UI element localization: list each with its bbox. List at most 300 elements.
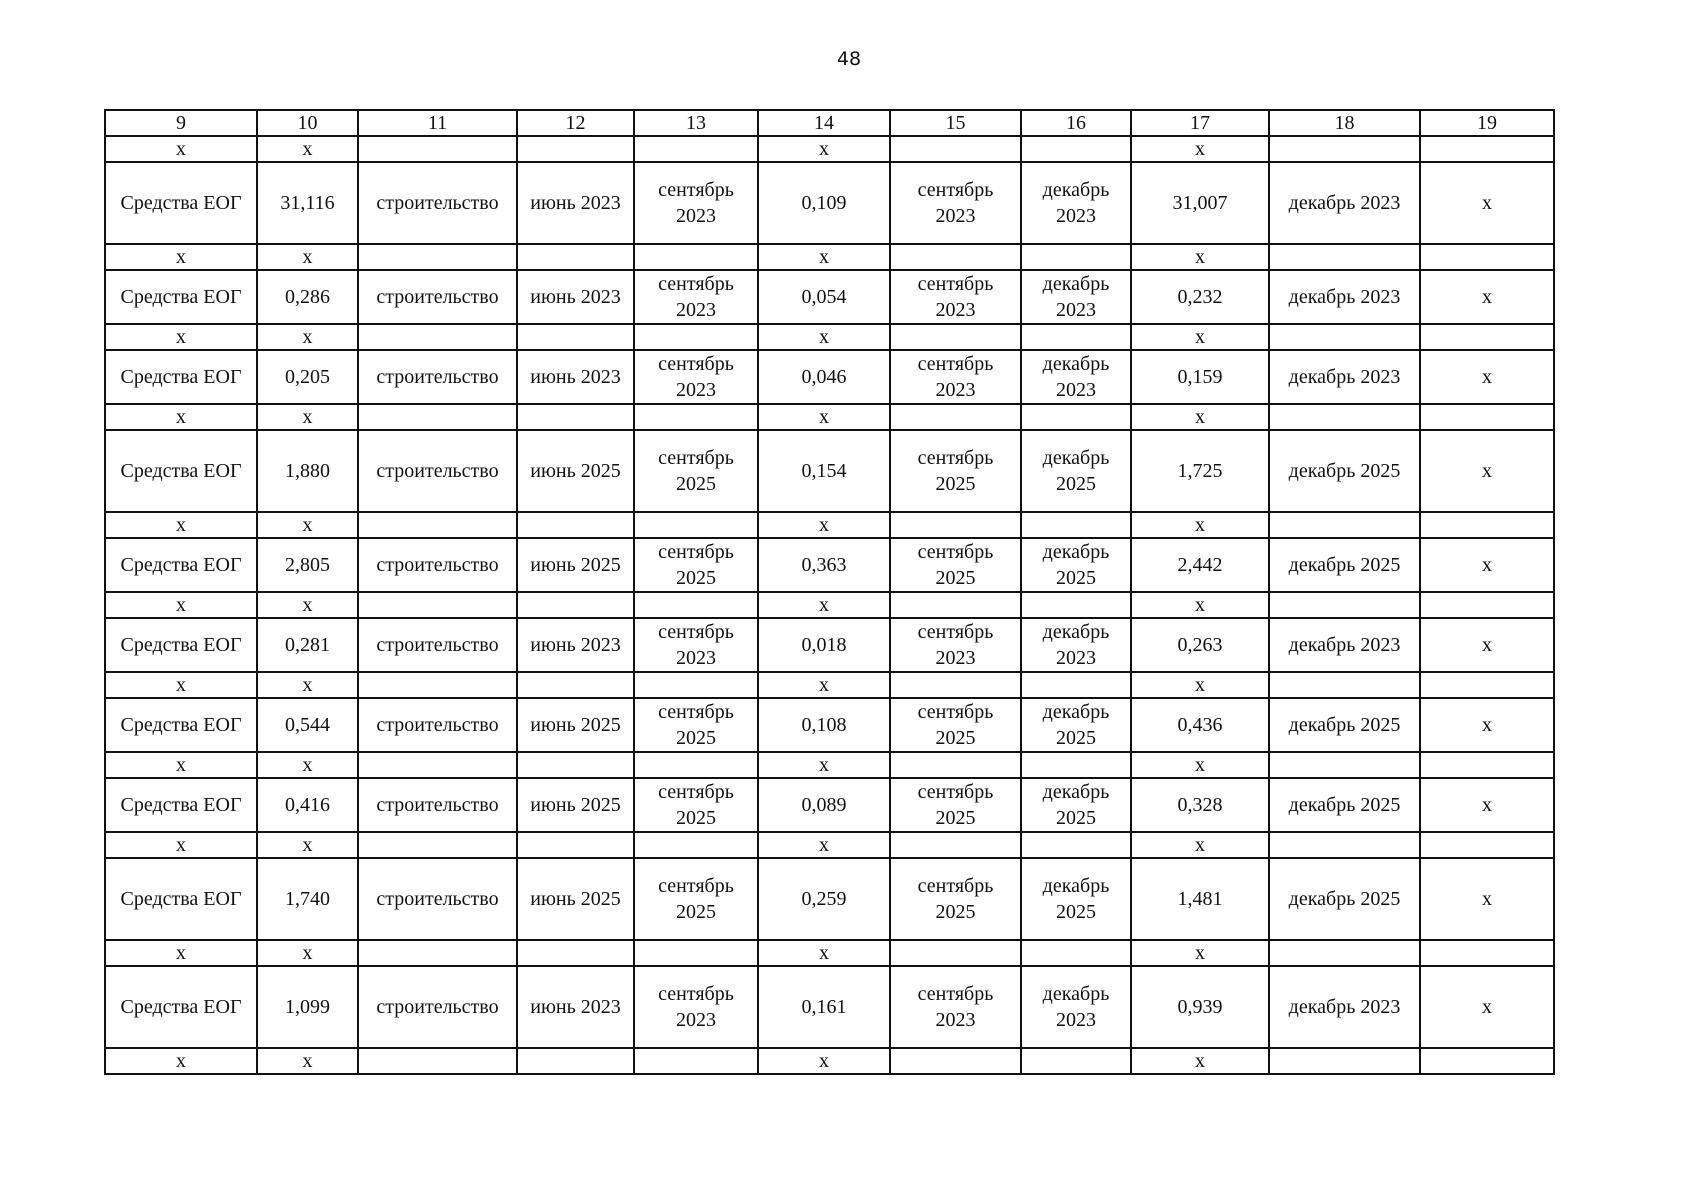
cell-col-19: х [1420,350,1554,404]
cell-start-date [517,404,634,430]
cell-date-16 [1021,940,1131,966]
cell-planned-date [634,618,758,672]
cell-source: Средства ЕОГ [105,858,257,940]
cell-end-date [1269,1048,1420,1074]
column-number-19: 19 [1420,110,1554,136]
cell-work-type: строительство [358,966,517,1048]
table-row [105,698,1554,752]
cell-source: x [105,752,257,778]
table-row-x-marker [105,512,1554,538]
cell-start-date: июнь 2025 [517,538,634,592]
cell-value-14: x [758,832,890,858]
cell-start-date: июнь 2025 [517,858,634,940]
cell-planned-date [634,1048,758,1074]
cell-amount: x [257,1048,358,1074]
cell-date-16 [1021,618,1131,672]
cell-source: x [105,672,257,698]
cell-date-15 [890,404,1021,430]
cell-end-date [1269,592,1420,618]
cell-line: 2025 [1056,727,1096,749]
cell-line: 2023 [676,205,716,227]
cell-line: сентябрь [658,179,734,201]
cell-date-15 [890,858,1021,940]
cell-amount: x [257,940,358,966]
cell-amount: 0,281 [257,618,358,672]
cell-line: 2023 [935,647,976,669]
cell-date-15 [890,698,1021,752]
cell-col-19 [1420,592,1554,618]
cell-value-14: x [758,404,890,430]
cell-line: сентябрь [658,701,734,723]
cell-value-14: 0,154 [758,430,890,512]
table-row-x-marker [105,1048,1554,1074]
cell-value-17: x [1131,1048,1269,1074]
table-row-x-marker [105,672,1554,698]
cell-source: Средства ЕОГ [105,618,257,672]
cell-line: сентябрь [917,621,994,643]
cell-amount: x [257,244,358,270]
cell-line: 2023 [935,1009,976,1031]
cell-value-17: x [1131,940,1269,966]
cell-value-14: 0,363 [758,538,890,592]
cell-col-19 [1420,672,1554,698]
cell-col-19: х [1420,270,1554,324]
table-row [105,858,1554,940]
cell-line: 2025 [676,567,716,589]
cell-amount: 1,880 [257,430,358,512]
cell-source: x [105,940,257,966]
cell-date-16 [1021,592,1131,618]
cell-col-19 [1420,940,1554,966]
cell-planned-date [634,430,758,512]
cell-value-14: x [758,512,890,538]
cell-value-17: 0,939 [1131,966,1269,1048]
cell-planned-date [634,966,758,1048]
cell-value-17: 0,328 [1131,778,1269,832]
cell-line: 2025 [935,901,976,923]
column-number-10: 10 [257,110,358,136]
cell-value-14: x [758,592,890,618]
cell-work-type: строительство [358,778,517,832]
cell-date-16 [1021,752,1131,778]
cell-end-date: декабрь 2023 [1269,966,1420,1048]
cell-col-19 [1420,752,1554,778]
cell-line: сентябрь [917,701,994,723]
cell-line: сентябрь [658,447,734,469]
column-number-12: 12 [517,110,634,136]
cell-value-17: x [1131,672,1269,698]
cell-date-15 [890,430,1021,512]
cell-end-date [1269,404,1420,430]
cell-line: сентябрь [658,875,734,897]
table-header-row [105,110,1554,136]
table-row [105,778,1554,832]
table-row-x-marker [105,136,1554,162]
cell-work-type [358,136,517,162]
cell-planned-date [634,592,758,618]
cell-line: декабрь [1042,179,1110,201]
cell-line: декабрь [1042,781,1110,803]
cell-end-date: декабрь 2023 [1269,350,1420,404]
cell-end-date [1269,512,1420,538]
cell-date-16 [1021,672,1131,698]
cell-planned-date [634,538,758,592]
cell-line: сентябрь [917,179,994,201]
cell-value-14: 0,046 [758,350,890,404]
cell-line: сентябрь [917,447,994,469]
page-number: 48 [836,48,862,70]
cell-source: x [105,592,257,618]
cell-work-type [358,512,517,538]
cell-amount: 1,099 [257,966,358,1048]
cell-source: x [105,324,257,350]
cell-line: сентябрь [658,621,734,643]
cell-value-17: 1,481 [1131,858,1269,940]
cell-value-17: x [1131,244,1269,270]
cell-line: 2025 [935,473,976,495]
cell-date-15 [890,350,1021,404]
cell-amount: x [257,752,358,778]
cell-start-date [517,752,634,778]
cell-col-19: х [1420,162,1554,244]
cell-line: декабрь [1042,983,1110,1005]
table-row [105,430,1554,512]
cell-date-15 [890,162,1021,244]
cell-date-16 [1021,1048,1131,1074]
column-number-16: 16 [1021,110,1131,136]
cell-start-date [517,672,634,698]
column-number-15: 15 [890,110,1021,136]
cell-line: 2025 [676,473,716,495]
cell-planned-date [634,244,758,270]
table-row [105,350,1554,404]
cell-line: 2025 [1056,567,1096,589]
cell-date-15 [890,1048,1021,1074]
cell-line: 2023 [1056,205,1096,227]
cell-value-14: x [758,324,890,350]
cell-col-19: х [1420,966,1554,1048]
cell-source: Средства ЕОГ [105,698,257,752]
cell-value-14: x [758,940,890,966]
cell-amount: 0,205 [257,350,358,404]
cell-value-17: x [1131,592,1269,618]
cell-value-17: x [1131,324,1269,350]
cell-source: x [105,1048,257,1074]
cell-line: декабрь [1042,701,1110,723]
cell-value-17: 1,725 [1131,430,1269,512]
cell-date-15 [890,966,1021,1048]
cell-date-15 [890,592,1021,618]
cell-line: 2023 [676,647,716,669]
cell-amount: 2,805 [257,538,358,592]
cell-line: 2025 [935,567,976,589]
cell-date-16 [1021,324,1131,350]
cell-line: 2025 [676,727,716,749]
cell-source: x [105,404,257,430]
cell-start-date [517,324,634,350]
cell-col-19: х [1420,430,1554,512]
cell-work-type [358,1048,517,1074]
cell-value-14: 0,054 [758,270,890,324]
cell-source: Средства ЕОГ [105,350,257,404]
cell-source: Средства ЕОГ [105,270,257,324]
cell-work-type: строительство [358,270,517,324]
cell-col-19 [1420,512,1554,538]
cell-date-15 [890,752,1021,778]
cell-amount: x [257,672,358,698]
cell-line: сентябрь [658,781,734,803]
cell-line: 2025 [1056,901,1096,923]
cell-col-19 [1420,404,1554,430]
cell-planned-date [634,350,758,404]
column-number-11: 11 [358,110,517,136]
cell-end-date [1269,136,1420,162]
cell-line: сентябрь [917,875,994,897]
cell-planned-date [634,404,758,430]
cell-col-19: х [1420,778,1554,832]
cell-line: 2023 [1056,379,1096,401]
cell-amount: x [257,832,358,858]
cell-work-type [358,940,517,966]
cell-end-date [1269,324,1420,350]
cell-start-date: июнь 2025 [517,430,634,512]
data-table [104,109,1555,1075]
cell-start-date [517,136,634,162]
cell-value-17: x [1131,752,1269,778]
cell-source: Средства ЕОГ [105,966,257,1048]
cell-date-15 [890,618,1021,672]
cell-line: 2025 [935,807,976,829]
cell-work-type: строительство [358,350,517,404]
cell-start-date [517,940,634,966]
cell-source: Средства ЕОГ [105,778,257,832]
cell-amount: 1,740 [257,858,358,940]
cell-source: Средства ЕОГ [105,162,257,244]
cell-end-date [1269,940,1420,966]
cell-date-16 [1021,778,1131,832]
cell-amount: x [257,512,358,538]
cell-line: сентябрь [658,541,734,563]
cell-line: 2023 [1056,647,1096,669]
cell-value-17: 31,007 [1131,162,1269,244]
table-row-x-marker [105,592,1554,618]
cell-source: Средства ЕОГ [105,430,257,512]
cell-date-15 [890,324,1021,350]
cell-line: декабрь [1042,273,1110,295]
table-row-x-marker [105,832,1554,858]
cell-col-19 [1420,244,1554,270]
cell-value-14: 0,109 [758,162,890,244]
cell-date-16 [1021,430,1131,512]
cell-planned-date [634,162,758,244]
cell-source: Средства ЕОГ [105,538,257,592]
cell-date-15 [890,270,1021,324]
cell-date-16 [1021,162,1131,244]
cell-start-date [517,592,634,618]
cell-value-17: x [1131,512,1269,538]
cell-planned-date [634,940,758,966]
cell-line: декабрь [1042,353,1110,375]
cell-col-19 [1420,324,1554,350]
cell-value-14: 0,108 [758,698,890,752]
cell-amount: x [257,324,358,350]
table-row [105,270,1554,324]
cell-work-type: строительство [358,430,517,512]
table-row [105,618,1554,672]
cell-col-19: х [1420,698,1554,752]
cell-start-date: июнь 2023 [517,966,634,1048]
cell-date-16 [1021,244,1131,270]
cell-value-14: 0,018 [758,618,890,672]
cell-work-type [358,404,517,430]
cell-source: x [105,832,257,858]
cell-planned-date [634,512,758,538]
cell-planned-date [634,832,758,858]
column-number-14: 14 [758,110,890,136]
cell-col-19 [1420,136,1554,162]
cell-value-14: x [758,1048,890,1074]
column-number-18: 18 [1269,110,1420,136]
cell-value-14: 0,259 [758,858,890,940]
cell-date-16 [1021,512,1131,538]
cell-line: декабрь [1042,875,1110,897]
cell-amount: 0,544 [257,698,358,752]
cell-value-17: 0,232 [1131,270,1269,324]
cell-end-date: декабрь 2025 [1269,430,1420,512]
cell-start-date [517,832,634,858]
cell-line: сентябрь [917,353,994,375]
cell-work-type [358,752,517,778]
cell-planned-date [634,324,758,350]
table-row-x-marker [105,324,1554,350]
cell-planned-date [634,778,758,832]
cell-line: 2025 [1056,473,1096,495]
cell-planned-date [634,858,758,940]
cell-start-date: июнь 2023 [517,618,634,672]
cell-date-16 [1021,136,1131,162]
cell-line: 2023 [676,379,716,401]
cell-value-17: 2,442 [1131,538,1269,592]
cell-work-type [358,244,517,270]
table-row-x-marker [105,940,1554,966]
cell-date-15 [890,940,1021,966]
cell-col-19 [1420,832,1554,858]
cell-value-14: x [758,672,890,698]
cell-date-15 [890,244,1021,270]
column-number-17: 17 [1131,110,1269,136]
cell-line: сентябрь [917,781,994,803]
cell-start-date: июнь 2023 [517,270,634,324]
cell-amount: 0,286 [257,270,358,324]
cell-line: сентябрь [658,983,734,1005]
cell-value-17: x [1131,404,1269,430]
cell-value-14: x [758,136,890,162]
cell-source: x [105,244,257,270]
cell-line: сентябрь [917,541,994,563]
cell-date-16 [1021,832,1131,858]
cell-value-17: 0,159 [1131,350,1269,404]
cell-amount: 31,116 [257,162,358,244]
cell-end-date [1269,244,1420,270]
cell-amount: x [257,404,358,430]
cell-end-date: декабрь 2025 [1269,698,1420,752]
cell-date-16 [1021,350,1131,404]
column-number-9: 9 [105,110,257,136]
cell-col-19: х [1420,858,1554,940]
table-row-x-marker [105,752,1554,778]
cell-start-date [517,512,634,538]
cell-line: 2023 [676,299,716,321]
cell-planned-date [634,672,758,698]
cell-line: 2023 [935,299,976,321]
cell-source: x [105,136,257,162]
cell-col-19 [1420,1048,1554,1074]
cell-end-date: декабрь 2023 [1269,618,1420,672]
cell-line: декабрь [1042,447,1110,469]
cell-planned-date [634,752,758,778]
cell-line: 2023 [935,379,976,401]
cell-date-16 [1021,404,1131,430]
cell-line: сентябрь [658,353,734,375]
cell-end-date: декабрь 2025 [1269,858,1420,940]
cell-col-19: х [1420,538,1554,592]
cell-source: x [105,512,257,538]
cell-value-17: 0,263 [1131,618,1269,672]
cell-end-date: декабрь 2023 [1269,162,1420,244]
cell-work-type [358,592,517,618]
cell-amount: x [257,136,358,162]
cell-amount: x [257,592,358,618]
cell-planned-date [634,270,758,324]
table-row [105,966,1554,1048]
cell-value-14: 0,089 [758,778,890,832]
cell-work-type: строительство [358,162,517,244]
cell-date-16 [1021,858,1131,940]
cell-line: 2025 [676,901,716,923]
cell-date-15 [890,136,1021,162]
cell-work-type: строительство [358,538,517,592]
cell-work-type: строительство [358,618,517,672]
cell-date-15 [890,512,1021,538]
cell-planned-date [634,698,758,752]
cell-value-17: x [1131,136,1269,162]
cell-line: 2025 [935,727,976,749]
cell-date-15 [890,672,1021,698]
cell-line: 2025 [1056,807,1096,829]
cell-line: 2023 [935,205,976,227]
column-number-13: 13 [634,110,758,136]
cell-work-type: строительство [358,698,517,752]
cell-line: декабрь [1042,541,1110,563]
cell-work-type: строительство [358,858,517,940]
cell-date-16 [1021,966,1131,1048]
cell-start-date [517,244,634,270]
cell-date-15 [890,832,1021,858]
cell-line: сентябрь [917,983,994,1005]
cell-col-19: х [1420,618,1554,672]
cell-line: 2023 [676,1009,716,1031]
table-row [105,538,1554,592]
table-row-x-marker [105,244,1554,270]
cell-end-date: декабрь 2025 [1269,778,1420,832]
cell-start-date: июнь 2025 [517,698,634,752]
cell-end-date [1269,672,1420,698]
cell-value-14: 0,161 [758,966,890,1048]
cell-date-16 [1021,698,1131,752]
cell-end-date [1269,752,1420,778]
cell-line: 2023 [1056,299,1096,321]
cell-value-14: x [758,244,890,270]
